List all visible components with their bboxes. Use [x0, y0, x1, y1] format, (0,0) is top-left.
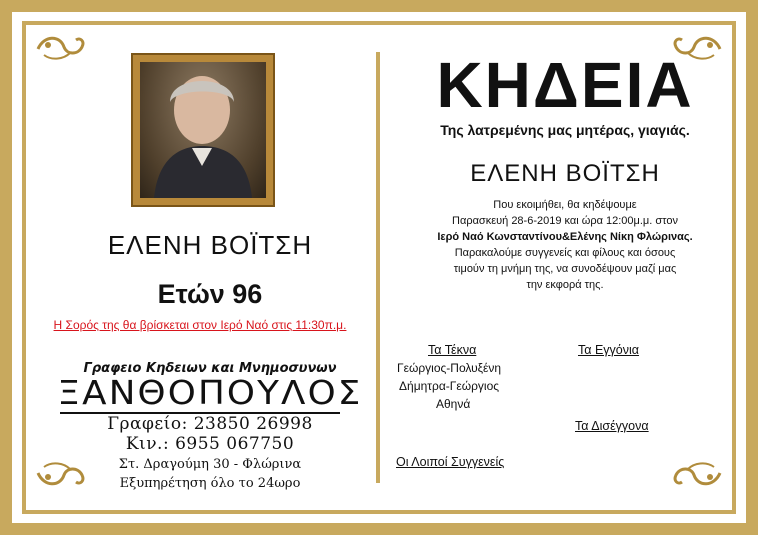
- notice-subtitle: Της λατρεμένης μας μητέρας, γιαγιάς.: [440, 122, 690, 138]
- funeral-office-title: Γραφειο Κηδειων και Μνημοσυνων: [83, 361, 337, 376]
- great-grandchildren-heading: Τα Δισέγγονα: [575, 419, 649, 433]
- notice-title: ΚΗΔΕΙΑ: [436, 49, 694, 121]
- other-relatives-heading: Οι Λοιποί Συγγενείς: [396, 455, 505, 469]
- office-phone: Γραφείο: 23850 26998: [107, 414, 313, 434]
- notice-line: Παρασκευή 28-6-2019 και ώρα 12:00μ.μ. στον: [452, 215, 678, 227]
- deceased-age: Ετών 96: [157, 279, 263, 309]
- notice-body: [390, 197, 740, 293]
- grandchildren-heading: Τα Εγγόνια: [578, 343, 640, 357]
- funeral-office-brand: ΞΑΝΘΟΠΟΥΛΟΣ: [57, 373, 363, 412]
- corner-flourish-top-left: [34, 33, 88, 63]
- deceased-name-left: ΕΛΕΝΗ ΒΟΪΤΣΗ: [107, 230, 313, 260]
- portrait-silhouette: [140, 62, 266, 198]
- notice-line: τιμούν τη μνήμη της, να συνοδέψουν μαζί μας: [453, 263, 677, 275]
- child-entry: Γεώργιος-Πολυξένη: [397, 361, 502, 375]
- child-entry: Αθηνά: [436, 397, 471, 411]
- child-entry: Δήμητρα-Γεώργιος: [399, 379, 500, 393]
- notice-line: την εκφορά της.: [526, 279, 604, 291]
- mobile-phone: Κιν.: 6955 067750: [125, 434, 295, 454]
- office-service-hours: Εξυπηρέτηση όλο το 24ωρο: [119, 476, 301, 491]
- notice-line: Που εκοιμήθει, θα κηδέψουμε: [493, 199, 637, 211]
- deceased-name-right: ΕΛΕΝΗ ΒΟΪΤΣΗ: [470, 160, 660, 187]
- coffin-location-note: Η Σορός της θα βρίσκεται στον Ιερό Ναό στις 11:30π.μ.: [53, 318, 347, 332]
- corner-flourish-bottom-right: [670, 459, 724, 489]
- children-heading: Τα Τέκνα: [428, 343, 477, 357]
- office-address: Στ. Δραγούμη 30 - Φλώρινα: [118, 457, 302, 472]
- portrait-photo: [133, 55, 273, 205]
- notice-line-church: Ιερό Ναό Κωνσταντίνου&Ελένης Νίκη Φλώρινας.: [437, 231, 693, 243]
- notice-line: Παρακαλούμε συγγενείς και φίλους και όσους: [454, 247, 676, 259]
